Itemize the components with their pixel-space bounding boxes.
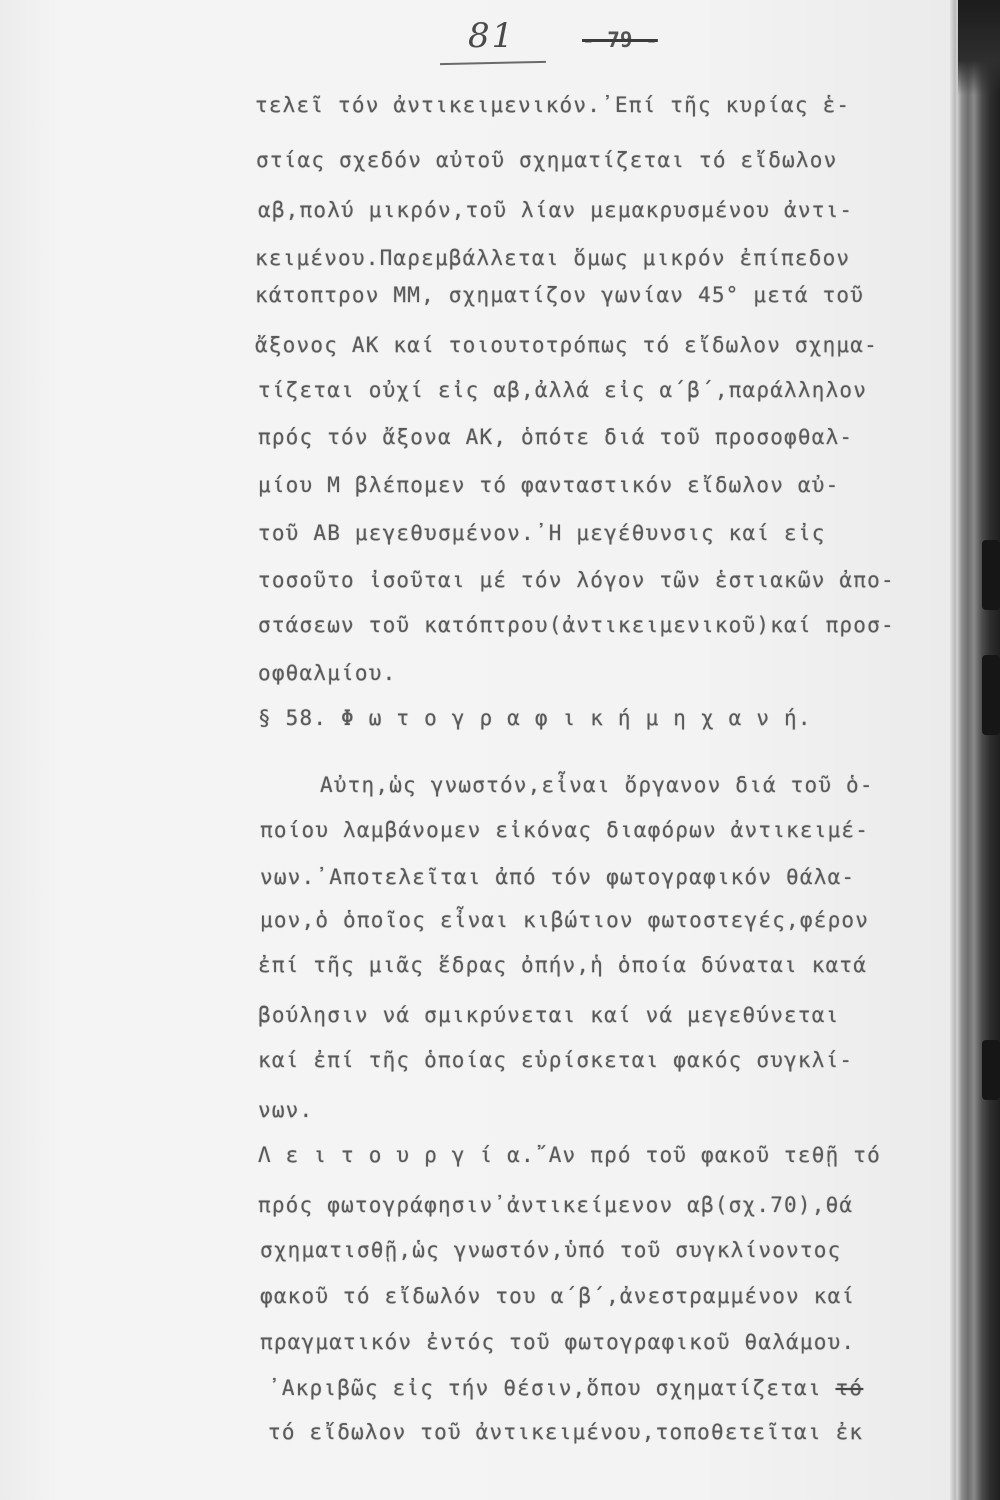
text-line: ἄξονος ΑΚ καί τοιουτοτρόπως τό εἴδωλον σχημα- <box>255 333 878 357</box>
text-line: σχηματισθῇ,ὡς γνωστόν,ὑπό τοῦ συγκλίνοντος <box>260 1238 842 1262</box>
text-line-with-correction <box>268 1375 863 1401</box>
text-line: ᾽Ακριβῶς εἰς τήν θέσιν,ὅπου σχηματίζεται <box>268 1376 836 1400</box>
text-line: τοσοῦτο ἰσοῦται μέ τόν λόγον τῶν ἑστιακῶν ἀπο- <box>258 568 895 592</box>
text-line: πρός τόν ἄξονα ΑΚ, ὁπότε διά τοῦ προσοφθαλ- <box>258 425 854 449</box>
text-line: νων.᾽Αποτελεῖται ἀπό τόν φωτογραφικόν θάλα- <box>260 865 856 889</box>
text-line: ἐπί τῆς μιᾶς ἕδρας ὀπήν,ἡ ὁποία δύναται κατά <box>258 953 868 977</box>
page-number-underline <box>440 61 546 65</box>
text-line: κάτοπτρον ΜΜ, σχηματίζον γωνίαν 45° μετά τοῦ <box>255 283 865 307</box>
text-line: μίου Μ βλέπομεν τό φανταστικόν εἴδωλον αὐ- <box>258 473 840 497</box>
struck-out-word: τό <box>835 1376 864 1400</box>
text-line: Αὐτη,ὡς γνωστόν,εἶναι ὄργανον διά τοῦ ὁ- <box>320 773 874 797</box>
handwritten-page-number: 81 <box>468 16 516 56</box>
text-line: κειμένου.Παρεμβάλλεται ὅμως μικρόν ἐπίπεδον <box>255 246 851 270</box>
text-line: Λ ε ι τ ο υ ρ γ ί α.῎Αν πρό τοῦ φακοῦ τεθῇ τό <box>258 1143 881 1167</box>
binding-shadow <box>982 655 1000 735</box>
text-line: βούλησιν νά σμικρύνεται καί νά μεγεθύνεται <box>258 1003 840 1027</box>
text-line: στίας σχεδόν αὐτοῦ σχηματίζεται τό εἴδωλον <box>256 148 838 172</box>
text-line: πρός φωτογράφησιν᾽ἀντικείμενον αβ(σχ.70),θά <box>258 1193 854 1217</box>
binding-shadow <box>982 1040 1000 1100</box>
binding-shadow <box>982 540 1000 610</box>
text-line: μον,ὁ ὁποῖος εἶναι κιβώτιον φωτοστεγές,φέρον <box>260 908 870 932</box>
text-line: φακοῦ τό εἴδωλόν του α΄β΄,ἀνεστραμμένον καί <box>260 1284 856 1308</box>
text-line: αβ,πολύ μικρόν,τοῦ λίαν μεμακρυσμένου ἀντι- <box>258 198 854 222</box>
text-line: στάσεων τοῦ κατόπτρου(ἀντικειμενικοῦ)καί προσ- <box>258 613 895 637</box>
book-binding-edge <box>950 0 1000 1500</box>
text-line: τίζεται οὐχί εἰς αβ,ἀλλά εἰς α΄β΄,παράλληλον <box>258 378 868 402</box>
text-line: οφθαλμίου. <box>258 661 397 685</box>
text-line: ποίου λαμβάνομεν εἰκόνας διαφόρων ἀντικειμέ- <box>260 818 870 842</box>
text-line: πραγματικόν ἐντός τοῦ φωτογραφικοῦ θαλάμου. <box>260 1330 856 1354</box>
text-line: τό εἴδωλον τοῦ ἀντικειμένου,τοποθετεῖται ἐκ <box>268 1420 864 1444</box>
text-line: τοῦ ΑΒ μεγεθυσμένον.᾽Η μεγέθυνσις καί εἰς <box>258 521 826 545</box>
text-line: καί ἐπί τῆς ὁποίας εὑρίσκεται φακός συγκλί- <box>258 1048 854 1072</box>
typed-page-number-crossed-out: - 79 - <box>582 28 658 52</box>
section-heading: § 58. Φ ω τ ο γ ρ α φ ι κ ή μ η χ α ν ή. <box>258 706 812 730</box>
text-line: νων. <box>258 1098 314 1122</box>
text-line: τελεῖ τόν ἀντικειμενικόν.᾽Επί τῆς κυρίας ἑ- <box>255 93 851 117</box>
binding-shadow-top <box>958 0 1000 95</box>
